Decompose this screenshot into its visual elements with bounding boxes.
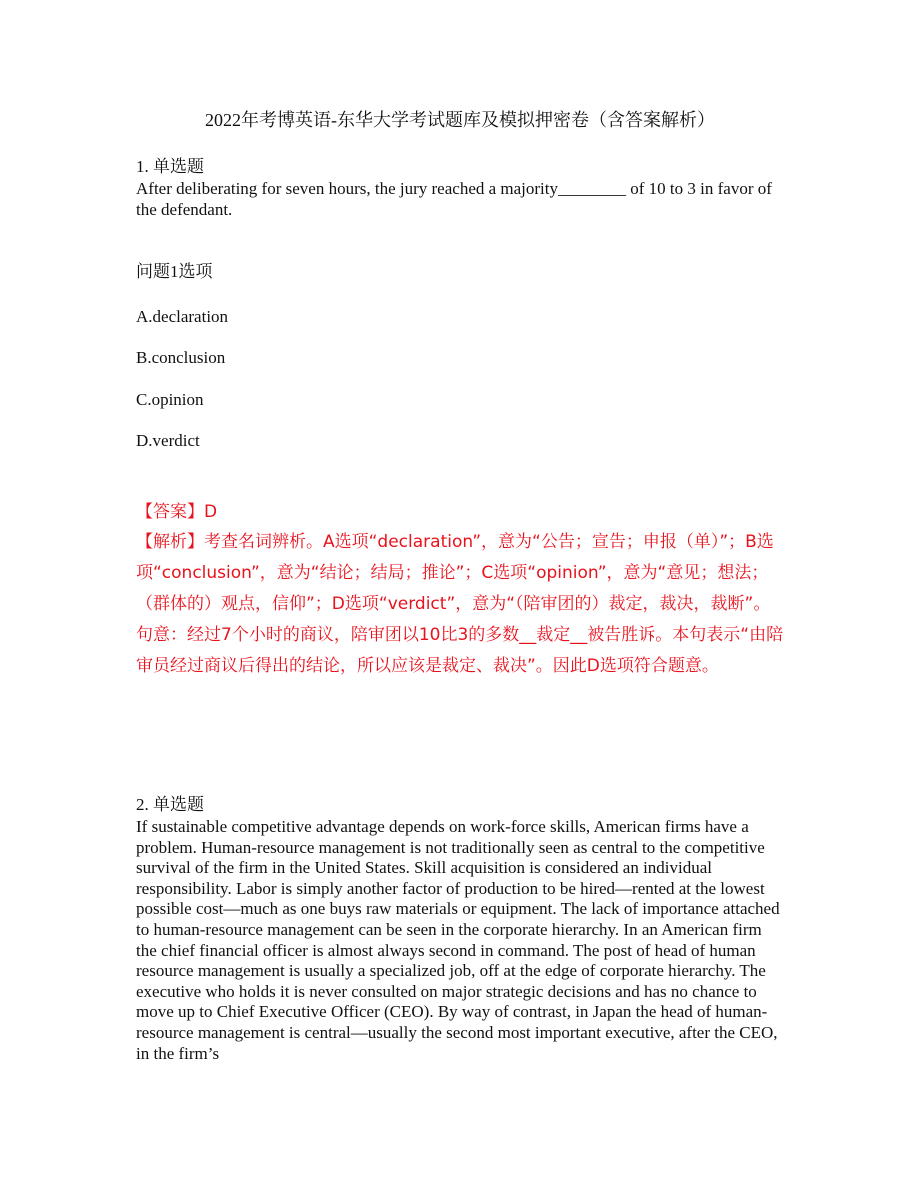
analysis-text: 【解析】考查名词辨析。A选项“declaration”，意为“公告；宣告；申报（单）”；B选项“conclusion”，意为“结论；结局；推论”；C选项“opinion”，意为“意见；想法；（群体的）观点，信仰”；D选项“verdict”，意为“（陪审团的）裁定，裁决，裁断”。句意：经过7个小时的商议，陪审团以10比3的多数__裁定__被告胜诉。本句表示“由陪审员经过商议后得出的结论，所以应该是裁定、裁决”。因此D选项符合题意。	[136, 532, 784, 676]
question-1-stem: After deliberating for seven hours, the jury reached a majority________ of 10 to 3 in favor of the defendant.	[136, 179, 772, 219]
option-b: B.conclusion	[136, 348, 226, 367]
question-2-heading: 2. 单选题	[136, 795, 204, 814]
answer-line: 【答案】D	[136, 502, 218, 522]
option-a: A.declaration	[136, 307, 229, 326]
option-c: C.opinion	[136, 390, 204, 409]
question-2-stem: If sustainable competitive advantage depends on work-force skills, American firms have a problem. Human-resource management is not traditionally seen as central to the competitive survival of the firm in the United States. Skill acquisition is considered an individual responsibility. Labor is simply another factor of production to be hired—rented at the lowest possible cost—much as one buys raw materials or equipment. The lack of importance attached to human-resource management can be seen in the corporate hierarchy. In an American firm the chief financial officer is almost always second in command. The post of head of human resource management is usually a specialized job, off at the edge of corporate hierarchy. The executive who holds it is never consulted on major strategic decisions and has no chance to move up to Chief Executive Officer (CEO). By way of contrast, in Japan the head of human-resource management is central—usually the second most important executive, after the CEO, in the firm’s	[136, 817, 780, 1063]
document-title: 2022年考博英语-东华大学考试题库及模拟押密卷（含答案解析）	[205, 110, 715, 130]
question-1-options-heading: 问题1选项	[136, 262, 213, 281]
option-d: D.verdict	[136, 431, 200, 450]
question-1-heading: 1. 单选题	[136, 157, 204, 176]
